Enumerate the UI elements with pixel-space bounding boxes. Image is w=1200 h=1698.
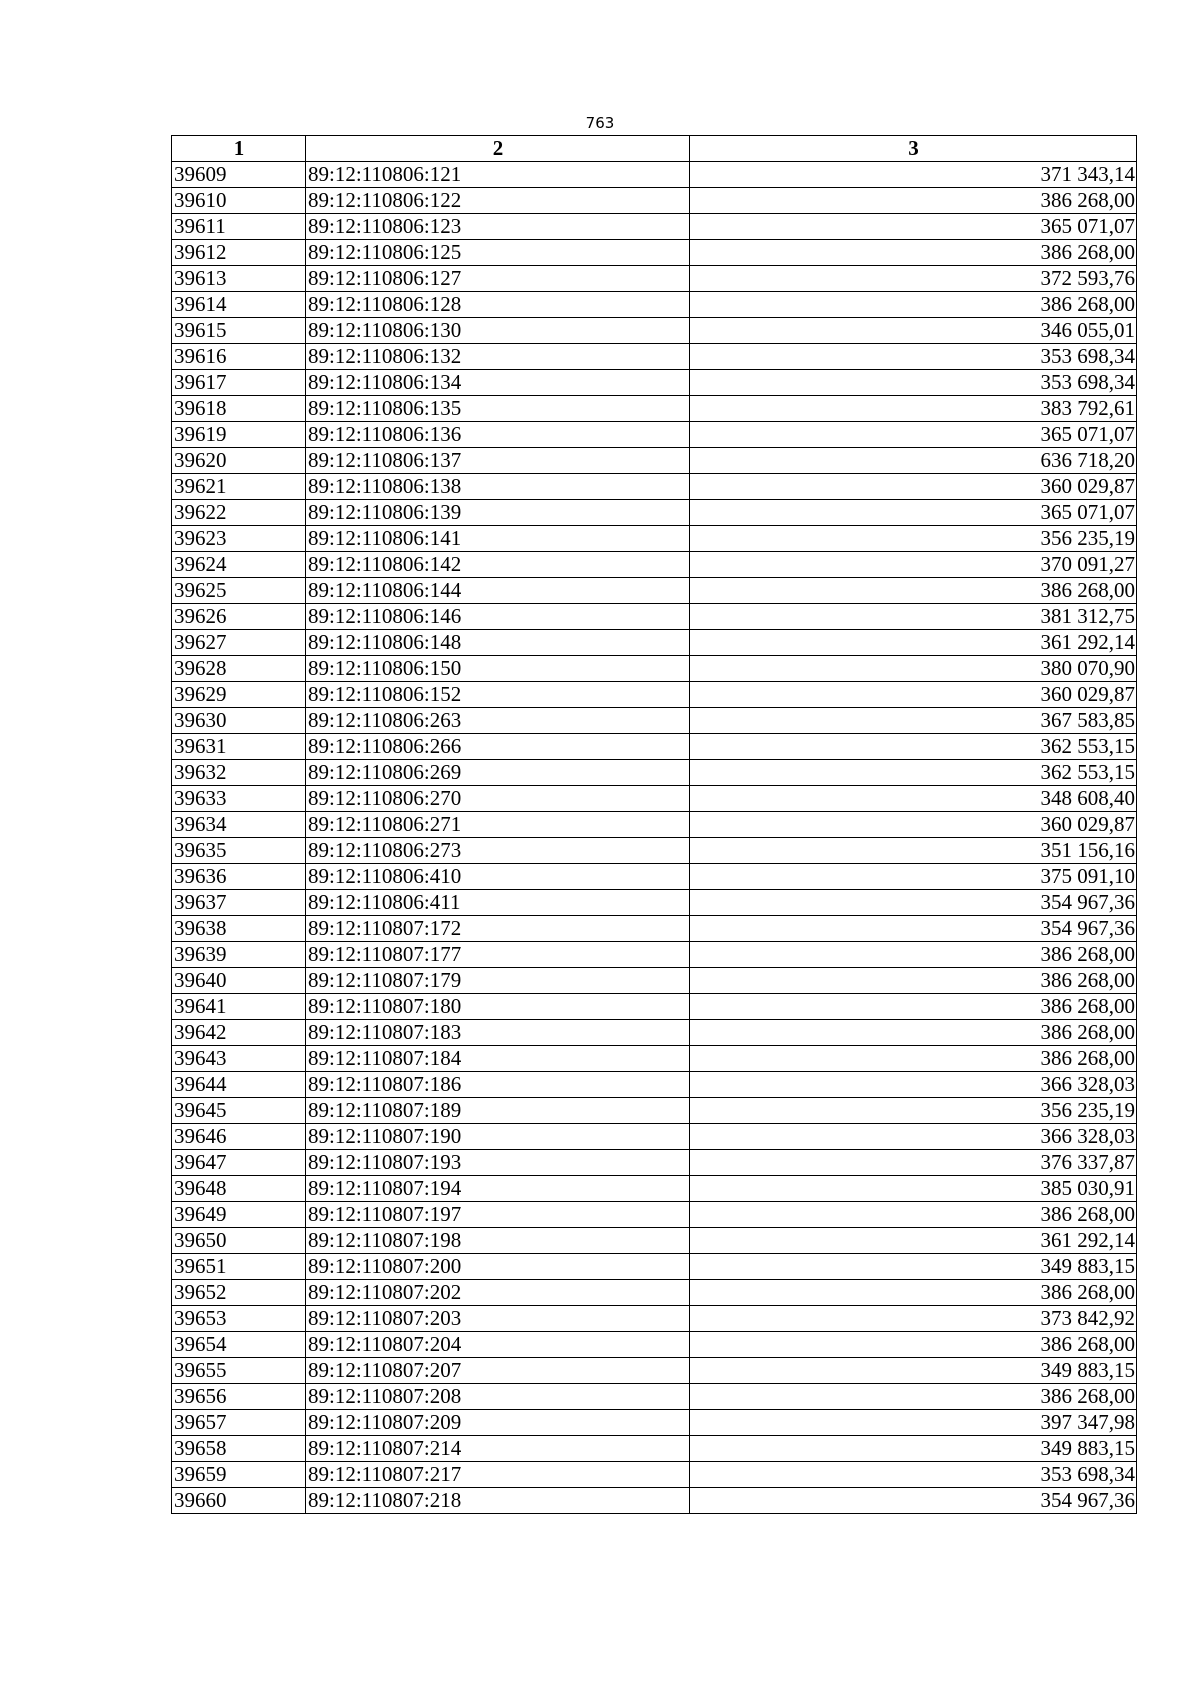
value-cell: 373 842,92 [690,1306,1137,1332]
value-cell: 386 268,00 [690,1280,1137,1306]
cadastral-number-cell: 89:12:110806:142 [306,552,690,578]
table-row [172,942,1137,968]
cadastral-number-cell: 89:12:110807:172 [306,916,690,942]
value-cell: 386 268,00 [690,1384,1137,1410]
data-table [171,135,1137,1514]
cadastral-number-cell: 89:12:110807:203 [306,1306,690,1332]
row-number-cell: 39618 [172,396,306,422]
row-number-cell: 39621 [172,474,306,500]
row-number-cell: 39627 [172,630,306,656]
table-row [172,734,1137,760]
cadastral-number-cell: 89:12:110806:135 [306,396,690,422]
value-cell: 370 091,27 [690,552,1137,578]
row-number-cell: 39616 [172,344,306,370]
cadastral-number-cell: 89:12:110807:190 [306,1124,690,1150]
table-row [172,1280,1137,1306]
value-cell: 386 268,00 [690,1332,1137,1358]
cadastral-number-cell: 89:12:110806:141 [306,526,690,552]
table-row [172,526,1137,552]
cadastral-number-cell: 89:12:110807:193 [306,1150,690,1176]
table-row [172,1462,1137,1488]
value-cell: 356 235,19 [690,1098,1137,1124]
table-row [172,1228,1137,1254]
row-number-cell: 39658 [172,1436,306,1462]
row-number-cell: 39648 [172,1176,306,1202]
table-row [172,292,1137,318]
table-row [172,1436,1137,1462]
cadastral-number-cell: 89:12:110807:217 [306,1462,690,1488]
value-cell: 361 292,14 [690,1228,1137,1254]
table-row [172,240,1137,266]
cadastral-number-cell: 89:12:110806:144 [306,578,690,604]
table-row [172,396,1137,422]
table-body [172,162,1137,1514]
value-cell: 356 235,19 [690,526,1137,552]
table-row [172,1358,1137,1384]
row-number-cell: 39624 [172,552,306,578]
cadastral-number-cell: 89:12:110806:127 [306,266,690,292]
cadastral-number-cell: 89:12:110807:204 [306,1332,690,1358]
value-cell: 348 608,40 [690,786,1137,812]
cadastral-number-cell: 89:12:110806:410 [306,864,690,890]
cadastral-number-cell: 89:12:110806:271 [306,812,690,838]
cadastral-number-cell: 89:12:110806:273 [306,838,690,864]
row-number-cell: 39642 [172,1020,306,1046]
value-cell: 353 698,34 [690,344,1137,370]
value-cell: 386 268,00 [690,968,1137,994]
table-row [172,786,1137,812]
row-number-cell: 39660 [172,1488,306,1514]
row-number-cell: 39611 [172,214,306,240]
table-row [172,656,1137,682]
table-row [172,266,1137,292]
value-cell: 386 268,00 [690,942,1137,968]
value-cell: 354 967,36 [690,916,1137,942]
row-number-cell: 39626 [172,604,306,630]
value-cell: 362 553,15 [690,734,1137,760]
value-cell: 636 718,20 [690,448,1137,474]
row-number-cell: 39636 [172,864,306,890]
header-cell-2: 2 [306,136,690,162]
header-cell-1: 1 [172,136,306,162]
table-row [172,474,1137,500]
table-row [172,708,1137,734]
table-row [172,682,1137,708]
table-row [172,214,1137,240]
row-number-cell: 39612 [172,240,306,266]
cadastral-number-cell: 89:12:110806:146 [306,604,690,630]
row-number-cell: 39625 [172,578,306,604]
row-number-cell: 39640 [172,968,306,994]
cadastral-number-cell: 89:12:110807:183 [306,1020,690,1046]
value-cell: 386 268,00 [690,1020,1137,1046]
value-cell: 386 268,00 [690,1202,1137,1228]
value-cell: 365 071,07 [690,500,1137,526]
value-cell: 353 698,34 [690,1462,1137,1488]
cadastral-number-cell: 89:12:110806:270 [306,786,690,812]
value-cell: 349 883,15 [690,1254,1137,1280]
table-row [172,370,1137,396]
row-number-cell: 39653 [172,1306,306,1332]
table-row [172,1098,1137,1124]
table-row [172,812,1137,838]
row-number-cell: 39629 [172,682,306,708]
value-cell: 360 029,87 [690,474,1137,500]
value-cell: 365 071,07 [690,422,1137,448]
value-cell: 354 967,36 [690,1488,1137,1514]
row-number-cell: 39643 [172,1046,306,1072]
value-cell: 360 029,87 [690,812,1137,838]
cadastral-number-cell: 89:12:110807:214 [306,1436,690,1462]
table-row [172,1124,1137,1150]
row-number-cell: 39656 [172,1384,306,1410]
table-row [172,838,1137,864]
table-row [172,1046,1137,1072]
cadastral-number-cell: 89:12:110807:200 [306,1254,690,1280]
value-cell: 366 328,03 [690,1124,1137,1150]
value-cell: 351 156,16 [690,838,1137,864]
table-row [172,1020,1137,1046]
cadastral-number-cell: 89:12:110806:134 [306,370,690,396]
cadastral-number-cell: 89:12:110806:263 [306,708,690,734]
row-number-cell: 39644 [172,1072,306,1098]
row-number-cell: 39645 [172,1098,306,1124]
row-number-cell: 39632 [172,760,306,786]
value-cell: 346 055,01 [690,318,1137,344]
row-number-cell: 39635 [172,838,306,864]
row-number-cell: 39649 [172,1202,306,1228]
row-number-cell: 39637 [172,890,306,916]
row-number-cell: 39620 [172,448,306,474]
table-row [172,1332,1137,1358]
row-number-cell: 39646 [172,1124,306,1150]
cadastral-number-cell: 89:12:110806:137 [306,448,690,474]
table-row [172,1150,1137,1176]
table-row [172,604,1137,630]
table-row [172,968,1137,994]
value-cell: 349 883,15 [690,1436,1137,1462]
row-number-cell: 39647 [172,1150,306,1176]
cadastral-number-cell: 89:12:110807:189 [306,1098,690,1124]
table-row [172,1384,1137,1410]
table-row [172,1176,1137,1202]
cadastral-number-cell: 89:12:110806:266 [306,734,690,760]
cadastral-number-cell: 89:12:110807:177 [306,942,690,968]
page-number: 763 [585,114,615,132]
row-number-cell: 39638 [172,916,306,942]
table-row [172,760,1137,786]
table-row [172,864,1137,890]
table-row [172,916,1137,942]
row-number-cell: 39659 [172,1462,306,1488]
header-row [172,136,1137,162]
cadastral-number-cell: 89:12:110807:197 [306,1202,690,1228]
value-cell: 372 593,76 [690,266,1137,292]
table-row [172,344,1137,370]
row-number-cell: 39639 [172,942,306,968]
cadastral-number-cell: 89:12:110806:269 [306,760,690,786]
value-cell: 380 070,90 [690,656,1137,682]
value-cell: 386 268,00 [690,188,1137,214]
row-number-cell: 39615 [172,318,306,344]
value-cell: 386 268,00 [690,578,1137,604]
cadastral-number-cell: 89:12:110807:184 [306,1046,690,1072]
header-cell-3: 3 [690,136,1137,162]
table-row [172,1254,1137,1280]
cadastral-number-cell: 89:12:110807:207 [306,1358,690,1384]
cadastral-number-cell: 89:12:110806:148 [306,630,690,656]
row-number-cell: 39614 [172,292,306,318]
table-row [172,188,1137,214]
value-cell: 386 268,00 [690,240,1137,266]
cadastral-number-cell: 89:12:110807:218 [306,1488,690,1514]
value-cell: 386 268,00 [690,292,1137,318]
value-cell: 362 553,15 [690,760,1137,786]
table-row [172,1410,1137,1436]
table-row [172,1306,1137,1332]
cadastral-number-cell: 89:12:110806:128 [306,292,690,318]
row-number-cell: 39655 [172,1358,306,1384]
row-number-cell: 39633 [172,786,306,812]
table-row [172,318,1137,344]
value-cell: 361 292,14 [690,630,1137,656]
cadastral-number-cell: 89:12:110807:202 [306,1280,690,1306]
cadastral-number-cell: 89:12:110806:125 [306,240,690,266]
row-number-cell: 39650 [172,1228,306,1254]
value-cell: 365 071,07 [690,214,1137,240]
cadastral-number-cell: 89:12:110806:132 [306,344,690,370]
cadastral-number-cell: 89:12:110806:139 [306,500,690,526]
row-number-cell: 39622 [172,500,306,526]
row-number-cell: 39631 [172,734,306,760]
value-cell: 397 347,98 [690,1410,1137,1436]
table-row [172,1488,1137,1514]
cadastral-number-cell: 89:12:110806:152 [306,682,690,708]
value-cell: 381 312,75 [690,604,1137,630]
row-number-cell: 39628 [172,656,306,682]
cadastral-number-cell: 89:12:110807:208 [306,1384,690,1410]
cadastral-number-cell: 89:12:110806:122 [306,188,690,214]
value-cell: 349 883,15 [690,1358,1137,1384]
cadastral-number-cell: 89:12:110807:198 [306,1228,690,1254]
value-cell: 383 792,61 [690,396,1137,422]
cadastral-number-cell: 89:12:110806:150 [306,656,690,682]
table-row [172,448,1137,474]
value-cell: 385 030,91 [690,1176,1137,1202]
table-row [172,500,1137,526]
value-cell: 366 328,03 [690,1072,1137,1098]
table-row [172,1202,1137,1228]
cadastral-number-cell: 89:12:110806:136 [306,422,690,448]
value-cell: 375 091,10 [690,864,1137,890]
row-number-cell: 39634 [172,812,306,838]
row-number-cell: 39613 [172,266,306,292]
value-cell: 367 583,85 [690,708,1137,734]
row-number-cell: 39619 [172,422,306,448]
value-cell: 386 268,00 [690,1046,1137,1072]
table-row [172,890,1137,916]
cadastral-number-cell: 89:12:110806:130 [306,318,690,344]
cadastral-number-cell: 89:12:110806:411 [306,890,690,916]
cadastral-number-cell: 89:12:110807:194 [306,1176,690,1202]
cadastral-number-cell: 89:12:110806:138 [306,474,690,500]
table-row [172,630,1137,656]
row-number-cell: 39651 [172,1254,306,1280]
table-row [172,422,1137,448]
row-number-cell: 39610 [172,188,306,214]
value-cell: 371 343,14 [690,162,1137,188]
value-cell: 360 029,87 [690,682,1137,708]
row-number-cell: 39641 [172,994,306,1020]
row-number-cell: 39654 [172,1332,306,1358]
row-number-cell: 39623 [172,526,306,552]
cadastral-number-cell: 89:12:110807:209 [306,1410,690,1436]
cadastral-number-cell: 89:12:110807:179 [306,968,690,994]
row-number-cell: 39617 [172,370,306,396]
value-cell: 376 337,87 [690,1150,1137,1176]
row-number-cell: 39652 [172,1280,306,1306]
table-row [172,1072,1137,1098]
cadastral-number-cell: 89:12:110807:180 [306,994,690,1020]
cadastral-number-cell: 89:12:110807:186 [306,1072,690,1098]
value-cell: 386 268,00 [690,994,1137,1020]
row-number-cell: 39657 [172,1410,306,1436]
cadastral-number-cell: 89:12:110806:123 [306,214,690,240]
table-row [172,994,1137,1020]
row-number-cell: 39609 [172,162,306,188]
row-number-cell: 39630 [172,708,306,734]
cadastral-number-cell: 89:12:110806:121 [306,162,690,188]
table-row [172,578,1137,604]
table-row [172,552,1137,578]
table-row [172,162,1137,188]
value-cell: 354 967,36 [690,890,1137,916]
value-cell: 353 698,34 [690,370,1137,396]
